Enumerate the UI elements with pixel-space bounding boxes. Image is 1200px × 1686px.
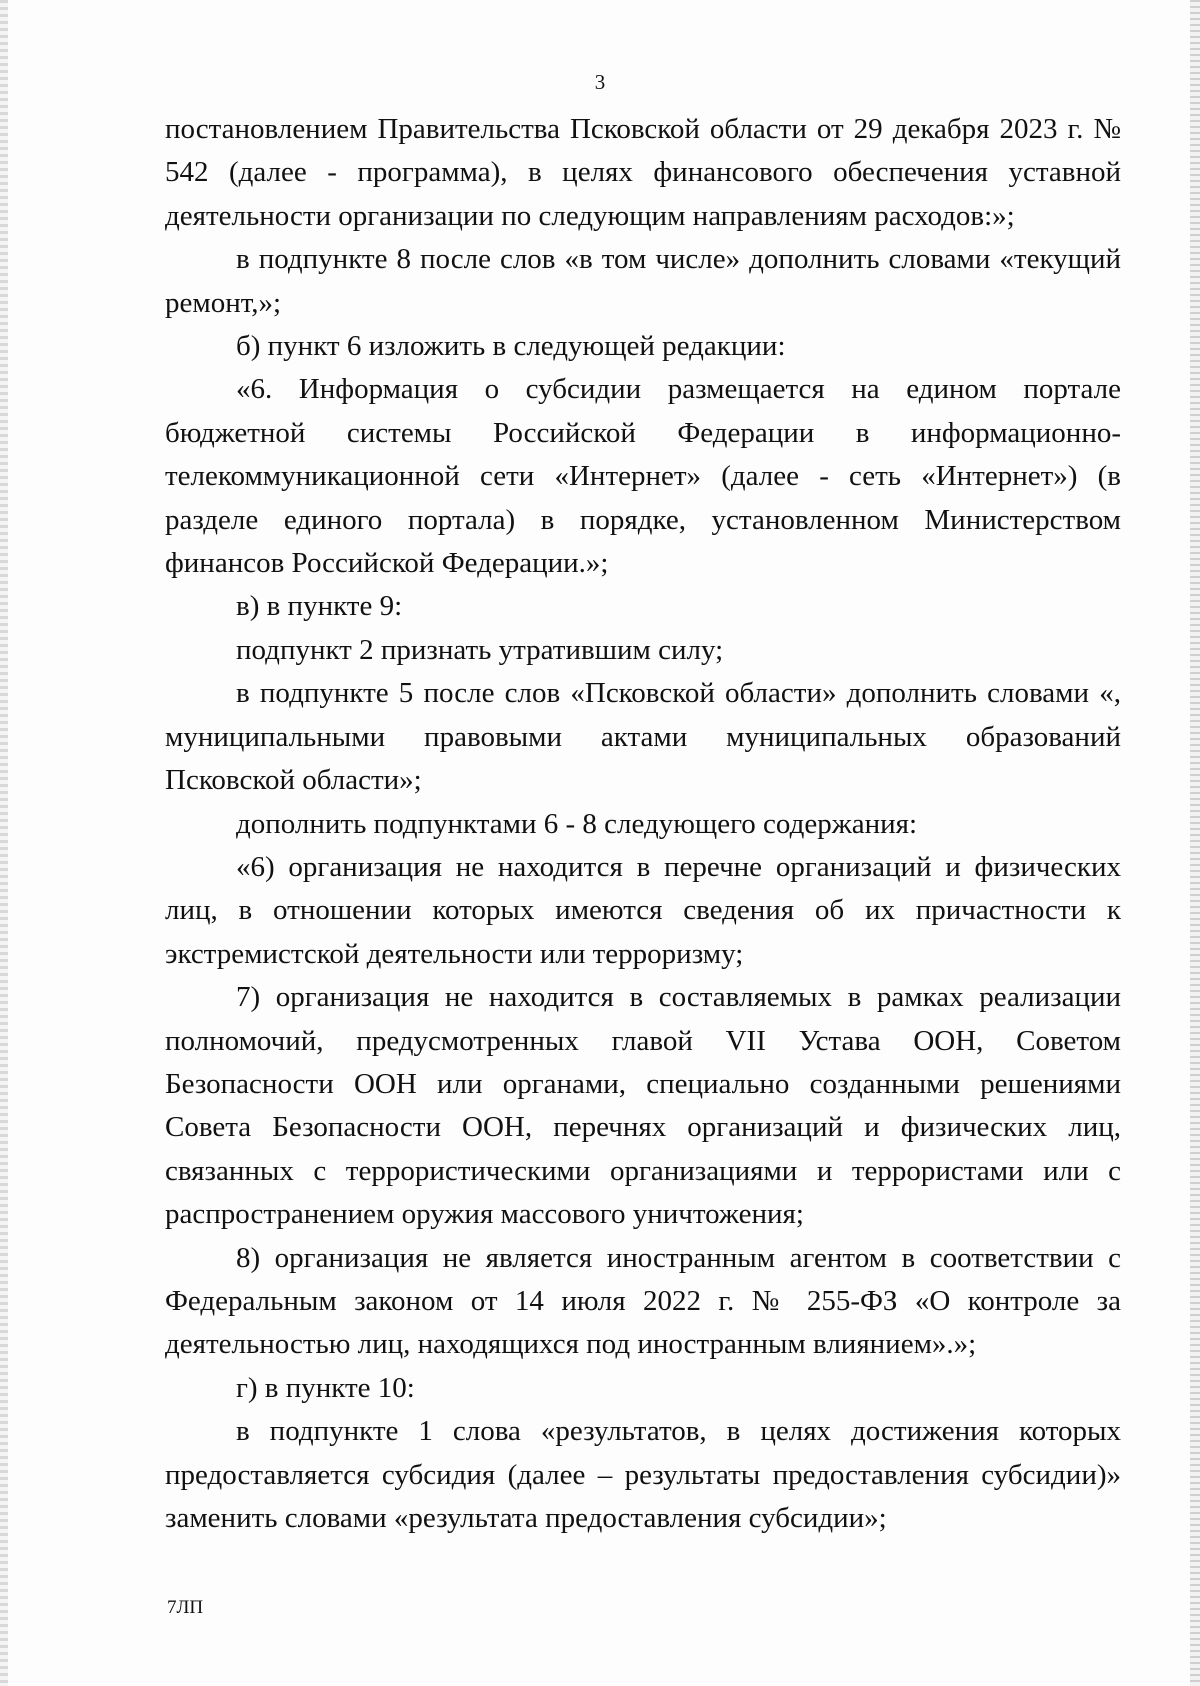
paragraph: в) в пункте 9:: [236, 590, 403, 623]
paragraph: «6) организация не находится в перечне организаций и физических лиц, в отношении которых имеются сведения об их причастности к экстремистской деятельности или терроризму;: [165, 850, 1121, 970]
paragraph: в подпункте 8 после слов «в том числе» дополнить словами «текущий ремонт,»;: [165, 243, 1121, 319]
page-number: 3: [594, 70, 606, 94]
paragraph: подпункт 2 признать утратившим силу;: [236, 633, 724, 666]
document-code: 7ЛП: [167, 1597, 204, 1618]
scan-edge-right: [1190, 0, 1200, 1686]
document-body: [165, 108, 1121, 1540]
paragraph: в подпункте 5 после слов «Псковской области» дополнить словами «, муниципальными правовыми актами муниципальных образований Псковской области»;: [165, 677, 1121, 797]
paragraph: г) в пункте 10:: [236, 1371, 415, 1404]
paragraph: 7) организация не находится в составляемых в рамках реализации полномочий, предусмотренных главой VII Устава ООН, Советом Безопасности ООН или органами, специально созданными решениями Совета Безопасности ООН, перечнях организаций и физических лиц, связанных с террористическими организациями и террористами или с распространением оружия массового уничтожения;: [165, 981, 1121, 1231]
paragraph: 8) организация не является иностранным агентом в соответствии с Федеральным законом от 14 июля 2022 г. № 255-ФЗ «О контроле за деятельностью лиц, находящихся под иностранным влиянием».»;: [165, 1241, 1121, 1361]
paragraph: постановлением Правительства Псковской области от 29 декабря 2023 г. № 542 (далее - программа), в целях финансового обеспечения уставной деятельности организации по следующим направлениям расходов:»;: [165, 113, 1121, 232]
paragraph: «6. Информация о субсидии размещается на едином портале бюджетной системы Российской Федерации в информационно-телекоммуникационной сети «Интернет» (далее - сеть «Интернет») (в разделе единого портала) в порядке, установленном Министерством финансов Российской Федерации.»;: [165, 373, 1121, 580]
scan-edge-left: [0, 0, 8, 1686]
paragraph: в подпункте 1 слова «результатов, в целях достижения которых предоставляется субсидия (далее – результаты предоставления субсидии)» заменить словами «результата предоставления субсидии»;: [165, 1415, 1121, 1534]
paragraph: б) пункт 6 изложить в следующей редакции:: [236, 330, 786, 363]
paragraph: дополнить подпунктами 6 - 8 следующего содержания:: [236, 807, 918, 840]
